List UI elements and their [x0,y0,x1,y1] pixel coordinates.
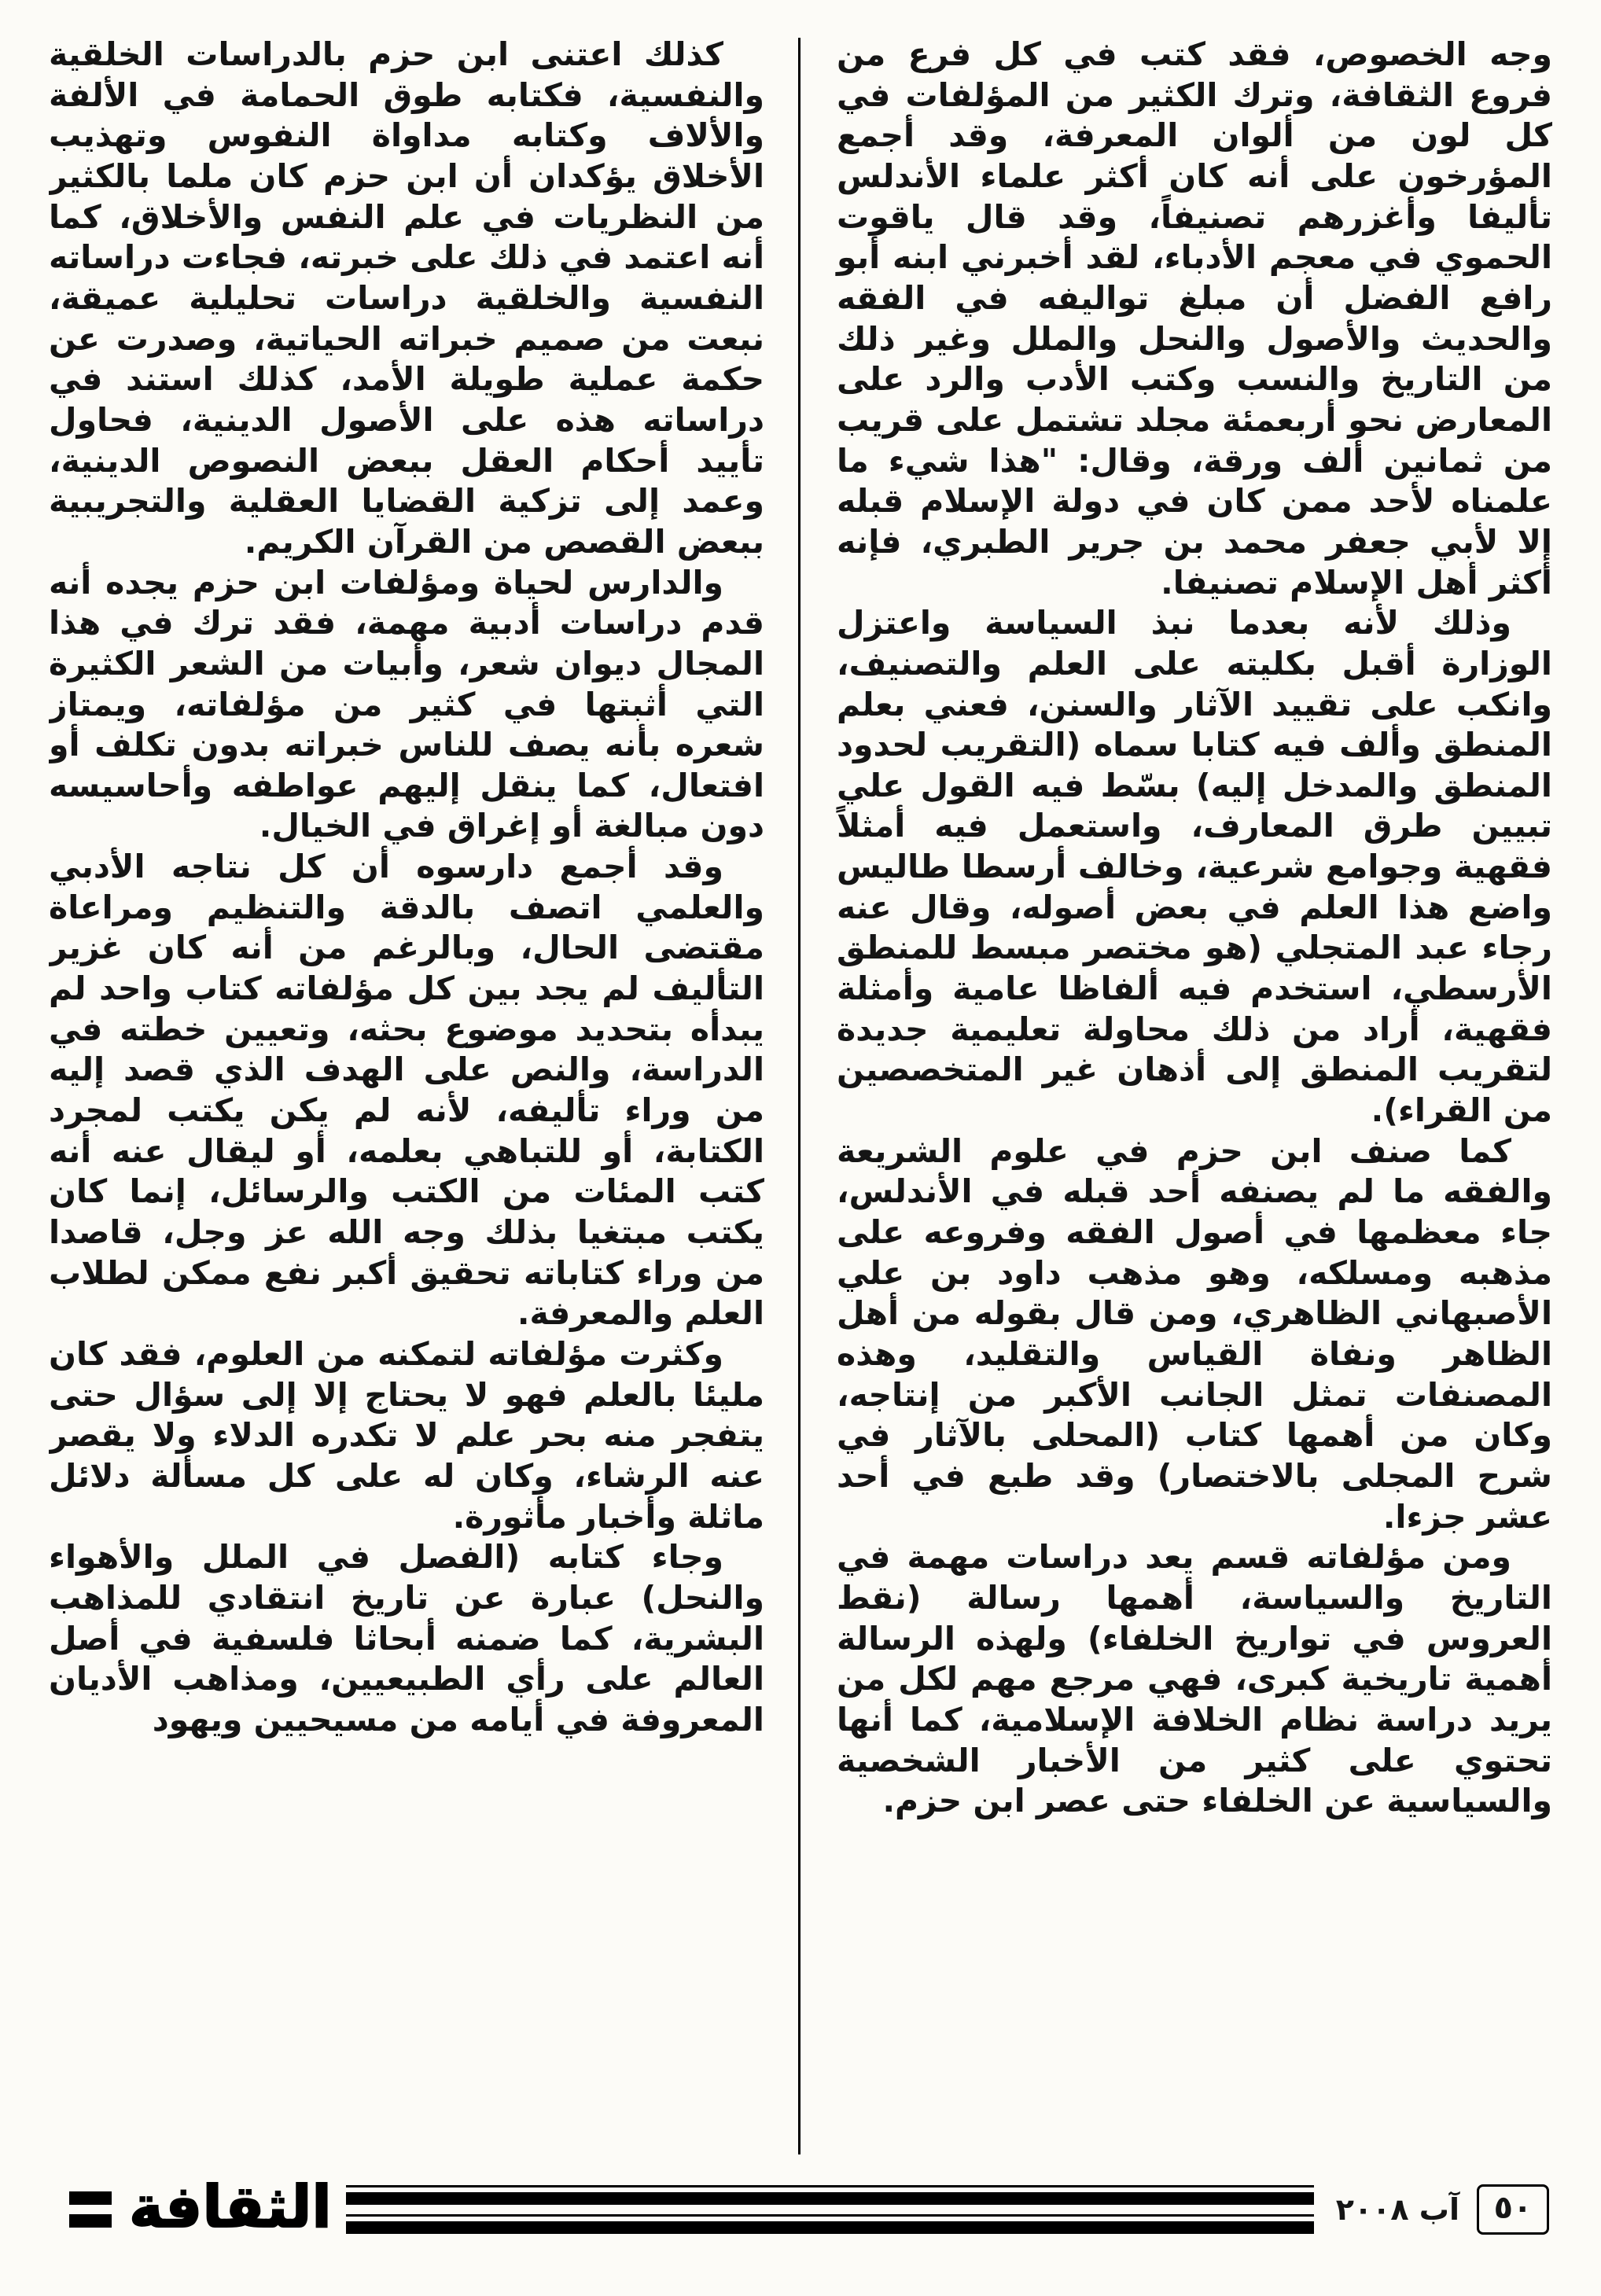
column-left [49,35,764,2150]
footer-rule-bars [346,2185,1314,2234]
logo-accent-bar [69,2214,112,2228]
logo-accent-bars [69,2191,112,2228]
paragraph: وجاء كتابه (الفصل في الملل والأهواء والنحل) عبارة عن تاريخ انتقادي للمذاهب البشرية، كما ضمنه أبحاثا فلسفية في أصل العالم على رأي الطبيعيين، ومذاهب الأديان المعروفة في أيامه من مسيحيين ويهود [49,1538,764,1739]
page-number: ٥٠ [1477,2184,1549,2235]
footer-thick-rule [346,2221,1314,2234]
page-content [49,35,1552,2150]
paragraph: كما صنف ابن حزم في علوم الشريعة والفقه ما لم يصنفه أحد قبله في الأندلس، جاء معظمها في أصول الفقه وفروعه على مذهبه ومسلكه، وهو مذهب داود بن علي الأصبهاني الظاهري، ومن قال بقوله من أهل الظاهر ونفاة القياس والتقليد، وهذه المصنفات تمثل الجانب الأكبر من إنتاجه، وكان من أهمها كتاب (المحلى بالآثار في شرح المجلى بالاختصار) وقد طبع في أحد عشر جزءا. [837,1131,1552,1536]
paragraph: وذلك لأنه بعدما نبذ السياسة واعتزل الوزارة أقبل بكليته على العلم والتصنيف، وانكب على تقييد الآثار والسنن، فعني بعلم المنطق وألف فيه كتابا سماه (التقريب لحدود المنطق والمدخل إليه) بسّط فيه القول علي تبيين طرق المعارف، واستعمل فيه أمثلاً فقهية وجوامع شرعية، وخالف أرسطا طاليس واضع هذا العلم في بعض أصوله، وقال عنه رجاء عبد المتجلي (هو مختصر مبسط للمنطق الأرسطي، استخدم فيه ألفاظا عامية وأمثلة فقهية، أراد من ذلك محاولة تعليمية جديدة لتقريب المنطق إلى أذهان غير المتخصصين من القراء). [837,604,1552,1130]
footer-thick-rule [346,2192,1314,2205]
paragraph: وكثرت مؤلفاته لتمكنه من العلوم، فقد كان مليئا بالعلم فهو لا يحتاج إلا إلى سؤال حتى يتفجر منه بحر علم لا تكدره الدلاء ولا يقصر عنه الرشاء، وكان له على كل مسألة دلائل ماثلة وأخبار مأثورة. [49,1335,764,1536]
footer-thin-rule [346,2214,1314,2217]
page-footer [69,2169,1549,2250]
magazine-logo: الثقافة [129,2173,332,2241]
footer-thin-rule [346,2185,1314,2187]
logo-accent-bar [69,2191,112,2205]
paragraph: والدارس لحياة ومؤلفات ابن حزم يجده أنه قدم دراسات أدبية مهمة، فقد ترك في هذا المجال ديوان شعر، وأبيات من الشعر الكثيرة التي أثبتها في كثير من مؤلفاته، ويمتاز شعره بأنه يصف للناس خبراته بدون تكلف أو افتعال، كما ينقل إليهم عواطفه وأحاسيسه دون مبالغة أو إغراق في الخيال. [49,563,764,845]
paragraph: ومن مؤلفاته قسم يعد دراسات مهمة في التاريخ والسياسة، أهمها رسالة (نقط العروس في تواريخ الخلفاء) ولهذه الرسالة أهمية تاريخية كبرى، فهي مرجع مهم لكل من يريد دراسة نظام الخلافة الإسلامية، كما أنها تحتوي على كثير من الأخبار الشخصية والسياسية عن الخلفاء حتى عصر ابن حزم. [837,1538,1552,1820]
paragraph: كذلك اعتنى ابن حزم بالدراسات الخلقية والنفسية، فكتابه طوق الحمامة في الألفة والألاف وكتابه مداواة النفوس وتهذيب الأخلاق يؤكدان أن ابن حزم كان ملما بالكثير من النظريات في علم النفس والأخلاق، كما أنه اعتمد في ذلك على خبرته، فجاءت دراساته النفسية والخلقية دراسات تحليلية عميقة، نبعت من صميم خبراته الحياتية، وصدرت عن حكمة عملية طويلة الأمد، كذلك استند في دراساته هذه على الأصول الدينية، فحاول تأييد أحكام العقل ببعض النصوص الدينية، وعمد إلى تزكية القضايا العقلية والتجريبية ببعض القصص من القرآن الكريم. [49,35,764,561]
column-right [837,35,1552,2150]
footer-rule-group [346,2214,1314,2234]
issue-date: آب ٢٠٠٨ [1335,2192,1459,2227]
footer-rule-group [346,2185,1314,2205]
paragraph: وجه الخصوص، فقد كتب في كل فرع من فروع الثقافة، وترك الكثير من المؤلفات في كل لون من ألوان المعرفة، وقد أجمع المؤرخون على أنه كان أكثر علماء الأندلس تأليفا وأغزرهم تصنيفاً، وقد قال ياقوت الحموي في معجم الأدباء، لقد أخبرني ابنه أبو رافع الفضل أن مبلغ تواليفه في الفقه والحديث والأصول والنحل والملل وغير ذلك من التاريخ والنسب وكتب الأدب والرد على المعارض نحو أربعمئة مجلد تشتمل على قريب من ثمانين ألف ورقة، وقال: "هذا شيء ما علمناه لأحد ممن كان في دولة الإسلام قبله إلا لأبي جعفر محمد بن جرير الطبري، فإنه أكثر أهل الإسلام تصنيفا. [837,35,1552,602]
paragraph: وقد أجمع دارسوه أن كل نتاجه الأدبي والعلمي اتصف بالدقة والتنظيم ومراعاة مقتضى الحال، وبالرغم من أنه كان غزير التأليف لم يجد بين كل مؤلفاته كتاب واحد لم يبدأه بتحديد موضوع بحثه، وتعيين خطته في الدراسة، والنص على الهدف الذي قصد إليه من وراء تأليفه، لأنه لم يكن يكتب لمجرد الكتابة، أو للتباهي بعلمه، أو ليقال عنه أنه كتب المئات من الكتب والرسائل، إنما كان يكتب مبتغيا بذلك وجه الله عز وجل، قاصدا من وراء كتاباته تحقيق أكبر نفع ممكن لطلاب العلم والمعرفة. [49,848,764,1333]
column-divider-rule [798,38,800,2154]
